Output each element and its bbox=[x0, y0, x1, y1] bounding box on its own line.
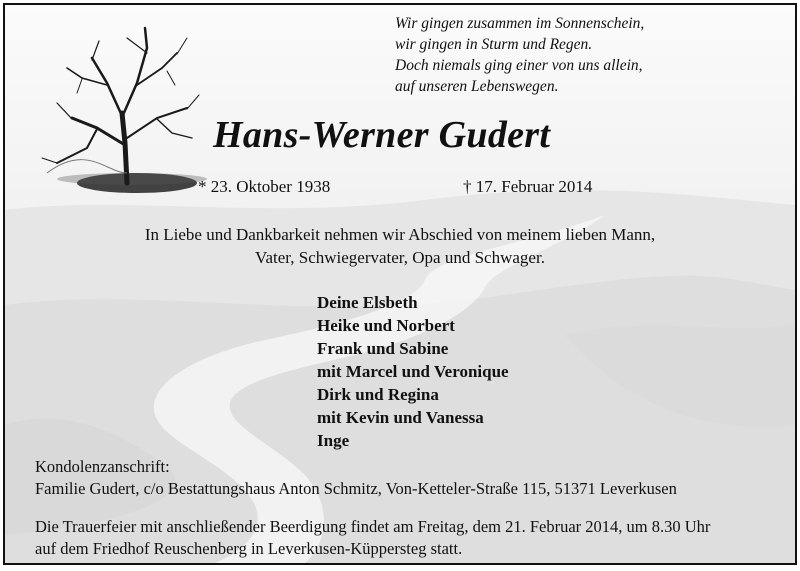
poem-line: wir gingen in Sturm und Regen. bbox=[395, 36, 593, 53]
poem bbox=[395, 13, 644, 97]
poem-line: Wir gingen zusammen im Sonnenschein, bbox=[395, 15, 645, 32]
farewell-line: Vater, Schwiegervater, Opa und Schwager. bbox=[255, 248, 545, 267]
mourner-name: Heike und Norbert bbox=[317, 316, 455, 335]
mourner-name: Inge bbox=[317, 431, 350, 450]
funeral-line: auf dem Friedhof Reuschenberg in Leverkusen-Küppersteg statt. bbox=[35, 539, 463, 558]
mourner-name: mit Marcel und Veronique bbox=[317, 362, 509, 381]
farewell-line: In Liebe und Dankbarkeit nehmen wir Abschied von meinem lieben Mann, bbox=[144, 225, 656, 244]
funeral-info bbox=[35, 516, 710, 560]
deceased-name: Hans-Werner Gudert bbox=[213, 114, 551, 156]
farewell-text bbox=[5, 223, 795, 269]
poem-line: auf unseren Lebenswegen. bbox=[395, 78, 559, 95]
bare-tree-icon bbox=[27, 23, 207, 203]
death-date: † 17. Februar 2014 bbox=[463, 177, 593, 196]
birth-date: * 23. Oktober 1938 bbox=[198, 177, 331, 196]
funeral-line: Die Trauerfeier mit anschließender Beerdigung findet am Freitag, dem 21. Februar 2014, um 8.30 Uhr bbox=[35, 517, 711, 536]
condolence-address-line: Familie Gudert, c/o Bestattungshaus Anton Schmitz, Von-Ketteler-Straße 115, 51371 Leverkusen bbox=[35, 479, 677, 498]
obituary-notice bbox=[3, 3, 797, 565]
mourners-list bbox=[317, 291, 509, 452]
mourner-name: Dirk und Regina bbox=[317, 385, 439, 404]
condolence-address bbox=[35, 456, 677, 500]
condolence-label: Kondolenzanschrift: bbox=[35, 457, 170, 476]
mourner-name: mit Kevin und Vanessa bbox=[317, 408, 484, 427]
poem-line: Doch niemals ging einer von uns allein, bbox=[395, 57, 643, 74]
mourner-name: Frank und Sabine bbox=[317, 339, 449, 358]
mourner-name: Deine Elsbeth bbox=[317, 293, 418, 312]
